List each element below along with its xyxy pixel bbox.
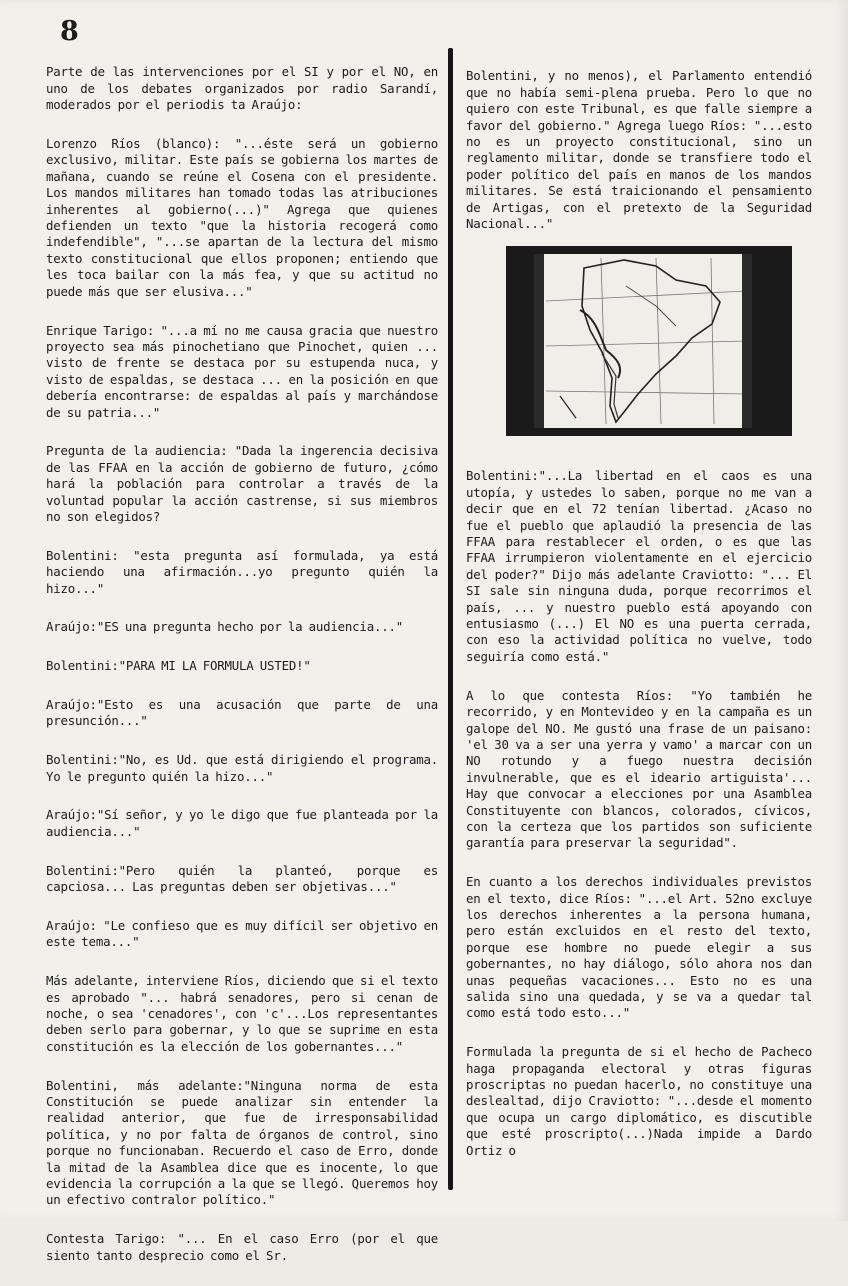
paragraph: Pregunta de la audiencia: "Dada la ingerencia decisiva de las FFAA en la acción de gobierno de futuro, ¿cómo hará la población para controlar a través de la voluntad popular la acción castrense, si sus miembros no son elegidos? — [46, 443, 438, 524]
paragraph: Enrique Tarigo: "...a mí no me causa gracia que nuestro proyecto sea más pinochetiano que Pinochet, quien ... visto de frente se destaca por su estupenda nuca, y visto de espaldas, se destaca ... en la posición en que debería encontrarse: de espaldas al país y marchándose de su patria..." — [46, 322, 438, 420]
paragraph: Araújo:"ES una pregunta hecho por la audiencia..." — [46, 619, 403, 635]
paragraph: Araújo: "Le confieso que es muy difícil ser objetivo en este tema..." — [46, 917, 438, 950]
paragraph: Bolentini, más adelante:"Ninguna norma de esta Constitución se puede analizar sin entender la realidad anterior, que fue de irresponsabilidad política, y no por falta de órganos de control, sino porque no funcionaban. Recuerdo el caso de Erro, donde la mitad de la Asamblea dice que es inocente, lo que evidencia la corrupción a la que se llegó. Queremos hoy un efectivo contralor político." — [46, 1077, 438, 1208]
paragraph: En cuanto a los derechos individuales previstos en el texto, dice Ríos: "...el Art. 52no excluye los derechos inherentes a la persona humana, pero están excluidos en el resto del texto, porque ese hombre no puede elegir a sus gobernantes, no hay diálogo, sólo ahora nos dan unas pequeñas vacaciones... Esto no es una salida sino una quedada, y se va a quedar tal como está todo esto..." — [466, 874, 812, 1021]
left-column — [46, 48, 438, 1286]
paragraph: A lo que contesta Ríos: "Yo también he recorrido, y en Montevideo y en la campaña es un galope del NO. Me gustó una frase de un paisano: 'el 30 va a ser una yerra y vamo' a marcar con un NO rotundo y a fuego nuestra decisión invulnerable, que es el ideario artiguista'... Hay que convocar a elecciones por una Asamblea Constituyente con blancos, colorados, cívicos, con la certeza que los partidos son suficiente garantía para preservar la seguridad". — [466, 687, 812, 851]
paragraph: Bolentini, y no menos), el Parlamento entendió que no había semi-plena prueba. Pero lo que no quiero con este Tribunal, es que falle siempre a favor del gobierno." Agrega luego Ríos: "...esto no es un proyecto constitucional, sino un reglamento militar, donde se transfiere todo el poder político del país en manos de los mandos militares. Se está traicionando el pensamiento de Artigas, con el pretexto de la Seguridad Nacional..." — [466, 68, 812, 232]
page-number: 8 — [60, 16, 79, 47]
map-icon — [506, 246, 792, 436]
paragraph: Formulada la pregunta de si el hecho de Pacheco haga propaganda electoral y otras figuras proscriptas no puedan hacerlo, no constituye una deslealtad, dijo Craviotto: "...desde el momento que ocupa un cargo diplomático, es discutible que esté proscripto(...)Nada impide a Dardo Ortiz o — [466, 1044, 812, 1158]
paragraph: Bolentini:"...La libertad en el caos es una utopía, y ustedes lo saben, porque no me van a decir que en el 72 tenían libertad. ¿Acaso no fue el pueblo que aplaudió la presencia de las FFAA para restablecer el orden, o es que las FFAA irrumpieron violentamente en el ejercicio del poder?" Dijo más adelante Craviotto: "... El SI sale sin ninguna duda, porque recorrimos el país, ... y nuestro pueblo está apoyando con entusiasmo (...) El NO es una puerta cerrada, con eso la actividad política no vuelve, todo seguiría como está." — [466, 468, 812, 664]
right-column-top — [466, 52, 812, 255]
paragraph: Bolentini:"PARA MI LA FORMULA USTED!" — [46, 658, 311, 674]
paragraph: Más adelante, interviene Ríos, diciendo que si el texto es aprobado "... habrá senadores, pero si cenan de noche, o sea 'cenadores', con 'c'...Los representantes deben serlo para gobernar, y lo que se suprime en esta constitución es la elección de los gobernantes..." — [46, 973, 438, 1054]
paragraph: Araújo:"Esto es una acusación que parte de una presunción..." — [46, 697, 438, 729]
paragraph: Bolentini:"No, es Ud. que está dirigiendo el programa. Yo le pregunto quién la hizo..." — [46, 752, 438, 784]
south-america-map-illustration — [506, 246, 792, 436]
paragraph: Contesta Tarigo: "... En el caso Erro (por el que siento tanto desprecio como el Sr. — [46, 1231, 438, 1263]
right-column-bottom — [466, 452, 812, 1181]
paragraph: Lorenzo Ríos (blanco): "...éste será un gobierno exclusivo, militar. Este país se gobierna los martes de mañana, cuando se reúne el Cosena con el presidente. Los mandos militares han tomado todas las atribuciones inherentes al gobierno(...)" Agrega que quienes defienden un texto "que la historia recogerá como indefendible", "...se apartan de la lectura del mismo texto constitucional que ellos proponen; entiendo que les toca bailar con la más fea, y que su actitud no puede más que ser elusiva..." — [46, 136, 438, 299]
paragraph: Parte de las intervenciones por el SI y por el NO, en uno de los debates organizados por radio Sarandí, moderados por el periodis ta Araújo: — [46, 64, 438, 113]
paragraph: Bolentini:"Pero quién la planteó, porque es capciosa... Las preguntas deben ser objetivas..." — [46, 862, 438, 895]
paragraph: Bolentini: "esta pregunta así formulada, ya está haciendo una afirmación...yo pregunto quién la hizo..." — [46, 547, 438, 596]
column-divider — [448, 48, 453, 1190]
paragraph: Araújo:"Sí señor, y yo le digo que fue planteada por la audiencia..." — [46, 807, 438, 839]
